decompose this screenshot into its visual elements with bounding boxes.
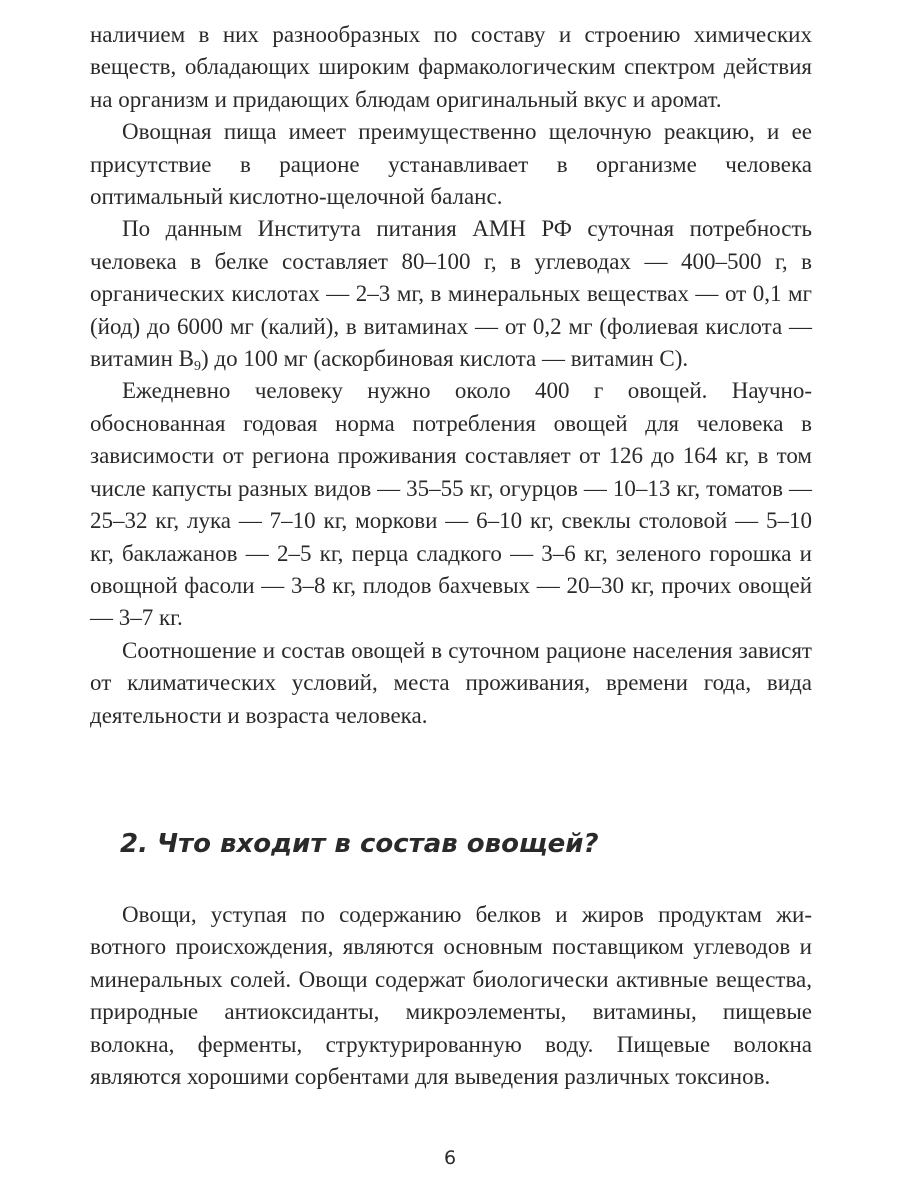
text-block-bottom: [90, 899, 812, 1093]
text-block-top: [90, 19, 812, 732]
daily-needs-text-before: По данным Института питания АМН РФ суточная потребность человека в белке составляет 80–100 г, в углеводах — 400–500 г, в органических кислотах — 2–3 мг, в минеральных веществах — от 0,1 мг (йод) до 6000 мг (калий), в витаминах — от 0,2 мг (фолиевая кислота — витамин B: [90, 216, 812, 372]
paragraph-composition: Овощи, уступая по содержанию белков и жиров продуктам животного происхождения, являются основным поставщиком углеводов и минеральных солей. Овощи содержат биологически активные вещества, природные антиоксиданты, микроэлементы, витамины, пищевые волокна, ферменты, структурированную воду. Пищевые волокна являются хорошими сорбентами для выведения различных токсинов.: [90, 902, 812, 1090]
paragraph-ratio: Соотношение и состав овощей в суточном рационе населения зависят от климатических условий, места проживания, времени года, вида деятельности и возраста человека.: [90, 637, 812, 728]
paragraph-alkaline-reaction: Овощная пища имеет преимущественно щелочную реакцию, и ее присутствие в рационе устанавливает в организме человека оптимальный кислотно-щелочной баланс.: [90, 119, 812, 210]
paragraph-continuation: наличием в них разнообразных по составу и строению химических веществ, обладающих широким фармакологическим спектром действия на организм и придающих блюдам оригинальный вкус и аромат.: [90, 22, 812, 112]
daily-needs-text-after: ) до 100 мг (аскорбиновая кислота — витамин С).: [200, 346, 689, 372]
section-heading: 2. Что входит в состав овощей?: [120, 829, 599, 859]
paragraph-annual-norm: Ежедневно человеку нужно около 400 г овощей. Научно-обоснованная годовая норма потребления овощей для человека в зависимости от региона проживания составляет от 126 до 164 кг, в том числе капусты разных видов — 35–55 кг, огурцов — 10–13 кг, томатов — 25–32 кг, лука — 7–10 кг, моркови — 6–10 кг, свеклы столовой — 5–10 кг, баклажанов — 2–5 кг, перца сладкого — 3–6 кг, зеленого горошка и овощной фасоли — 3–8 кг, плодов бахчевых — 20–30 кг, прочих овощей — 3–7 кг.: [90, 378, 812, 631]
paragraph-daily-needs: [90, 213, 812, 375]
vitamin-subscript: 9: [193, 359, 201, 375]
page-number: 6: [443, 1147, 457, 1169]
